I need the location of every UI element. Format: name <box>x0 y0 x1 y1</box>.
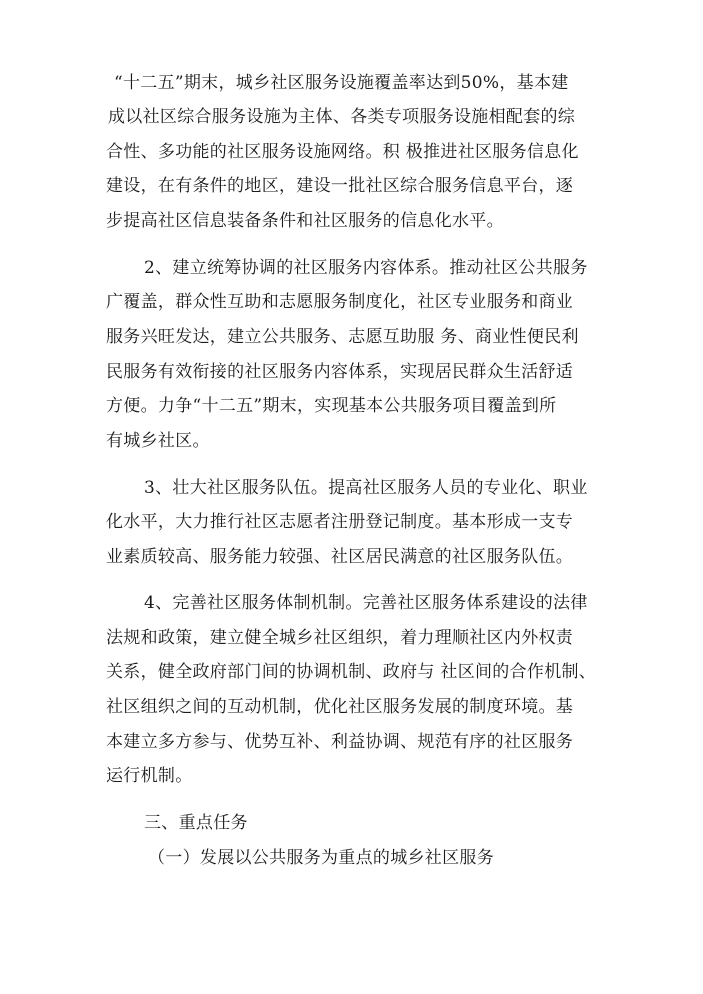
text-line: 合性、多功能的社区服务设施网络。积 极推进社区服务信息化 <box>106 142 579 162</box>
text-line: 社区组织之间的互动机制，优化社区服务发展的制度环境。基 <box>106 697 574 717</box>
text-line: “十二五”期末，城乡社区服务设施覆盖率达到50%，基本建 <box>114 73 569 93</box>
text-line: 民服务有效衔接的社区服务内容体系，实现居民群众生活舒适 <box>106 362 574 382</box>
text-line: 建设，在有条件的地区，建设一批社区综合服务信息平台，逐 <box>106 176 574 196</box>
text-line: 步提高社区信息装备条件和社区服务的信息化水平。 <box>106 211 504 231</box>
text-line: 法规和政策，建立健全城乡社区组织，着力理顺社区内外权责 <box>106 628 574 648</box>
text-line: 运行机制。 <box>106 766 193 786</box>
text-line: 3、壮大社区服务队伍。提高社区服务人员的专业化、职业 <box>144 478 588 498</box>
text-line: 方便。力争“十二五”期末，实现基本公共服务项目覆盖到所 <box>106 396 557 416</box>
text-line: 化水平，大力推行社区志愿者注册登记制度。基本形成一支专 <box>106 512 574 532</box>
text-line: 2、建立统筹协调的社区服务内容体系。推动社区公共服务 <box>144 258 588 278</box>
section-heading: 三、重点任务 <box>144 813 248 833</box>
text-line: 服务兴旺发达，建立公共服务、志愿互助服 务、商业性便民利 <box>106 327 579 347</box>
text-line: 4、完善社区服务体制机制。完善社区服务体系建设的法律 <box>144 593 588 613</box>
text-line: 广覆盖，群众性互助和志愿服务制度化，社区专业服务和商业 <box>106 292 574 312</box>
text-line: 关系，健全政府部门间的协调机制、政府与 社区间的合作机制、 <box>106 662 597 682</box>
text-line: 成以社区综合服务设施为主体、各类专项服务设施相配套的综 <box>108 107 576 127</box>
text-line: 有城乡社区。 <box>106 431 210 451</box>
subsection-heading: （一）发展以公共服务为重点的城乡社区服务 <box>148 848 494 868</box>
text-line: 业素质较高、服务能力较强、社区居民满意的社区服务队伍。 <box>106 547 574 567</box>
text-line: 本建立多方参与、优势互补、利益协调、规范有序的社区服务 <box>106 732 574 752</box>
